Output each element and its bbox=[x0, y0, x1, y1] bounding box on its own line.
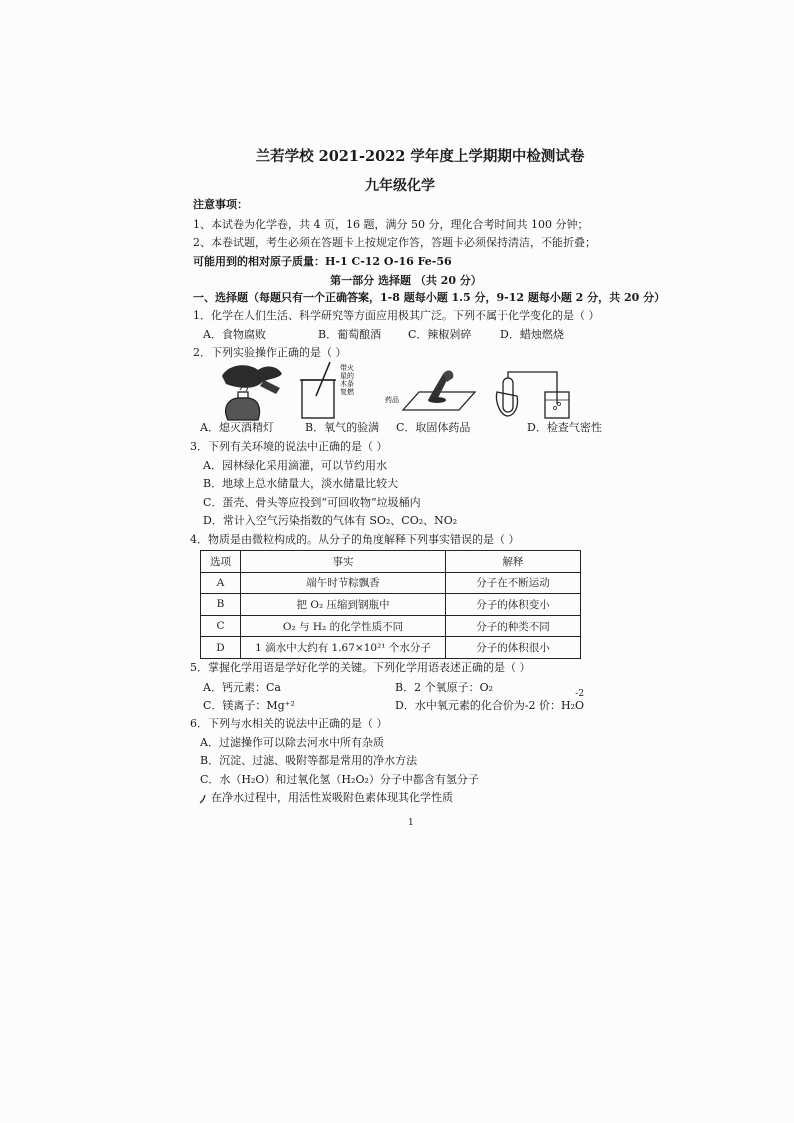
table-header-cell: 选项 bbox=[201, 551, 241, 573]
q3-option-d: D．常计入空气污染指数的气体有 SO₂、CO₂、NO₂ bbox=[203, 514, 458, 527]
water-formula-text: H₂O bbox=[561, 699, 585, 712]
q2-option-c: C．取固体药品 bbox=[396, 421, 471, 434]
q1-option-a: A．食物腐败 bbox=[203, 328, 266, 341]
q3-option-a: A．园林绿化采用滴灌，可以节约用水 bbox=[203, 459, 387, 472]
q5-option-d-text: D．水中氧元素的化合价为-2 价： bbox=[395, 699, 562, 712]
table-cell: 分子在不断运动 bbox=[446, 572, 581, 594]
figure-a-extinguish-lamp bbox=[214, 360, 286, 422]
figure-b-label-2: 星的 bbox=[340, 372, 354, 380]
q3-option-c: C．蛋壳、骨头等应投到“可回收物”垃圾桶内 bbox=[203, 496, 421, 509]
exam-title: 兰若学校 2021-2022 学年度上学期期中检测试卷 bbox=[255, 148, 585, 165]
figure-b-oxygen-test bbox=[298, 362, 370, 420]
q6-option-d: 在净水过程中，用活性炭吸附色素体现其化学性质 bbox=[211, 791, 453, 804]
q5-option-d bbox=[395, 689, 585, 713]
table-cell: A bbox=[201, 572, 241, 594]
table-row bbox=[201, 615, 581, 637]
table-cell: B bbox=[201, 594, 241, 616]
q5-option-a: A．钙元素：Ca bbox=[203, 681, 281, 694]
q1-option-c: C．辣椒剁碎 bbox=[408, 328, 472, 341]
water-formula bbox=[561, 689, 585, 713]
table-cell: 分子的体积变小 bbox=[446, 594, 581, 616]
solid-heap bbox=[428, 397, 446, 403]
table-cell: 1 滴水中大约有 1.67×10²¹ 个水分子 bbox=[241, 637, 446, 659]
table-header-row bbox=[201, 551, 581, 573]
table-row bbox=[201, 594, 581, 616]
bubble bbox=[554, 407, 557, 410]
q6-option-a: A．过滤操作可以除去河水中所有杂质 bbox=[200, 736, 384, 749]
table-header-cell: 事实 bbox=[241, 551, 446, 573]
notes-item-2: 2、本卷试题，考生必须在答题卡上按规定作答，答题卡必须保持清洁，不能折叠； bbox=[193, 236, 596, 249]
cut-off-option-mark bbox=[199, 794, 207, 804]
figure-c-take-solid bbox=[385, 368, 477, 414]
q5-option-b: B．2 个氧原子：O₂ bbox=[395, 681, 494, 694]
lamp-body bbox=[226, 398, 260, 420]
notes-heading: 注意事项： bbox=[193, 198, 248, 211]
table-cell: 把 O₂ 压缩到钢瓶中 bbox=[241, 594, 446, 616]
figure-b-label-4: 复燃 bbox=[340, 388, 354, 396]
gas-jar bbox=[302, 380, 334, 418]
table-cell: 端午时节粽飘香 bbox=[241, 572, 446, 594]
section-one-instructions: 一、选择题（每题只有一个正确答案，1-8 题每小题 1.5 分，9-12 题每小题 2 分，共 20 分） bbox=[193, 291, 666, 304]
figure-b-label-3: 木条 bbox=[340, 380, 354, 388]
q2-stem: 2．下列实验操作正确的是（ ） bbox=[193, 346, 347, 359]
oxygen-valence: -2 bbox=[575, 689, 585, 699]
bubble bbox=[558, 403, 561, 406]
table-cell: O₂ 与 H₂ 的化学性质不同 bbox=[241, 615, 446, 637]
hand-shape bbox=[260, 380, 280, 394]
q4-stem: 4．物质是由微粒构成的。从分子的角度解释下列事实错误的是（ ） bbox=[190, 533, 520, 546]
q5-option-c: C．镁离子：Mg⁺² bbox=[203, 699, 295, 712]
figure-d-airtightness bbox=[495, 370, 577, 420]
q2-option-a: A．熄灭酒精灯 bbox=[200, 421, 274, 434]
q3-stem: 3．下列有关环境的说法中正确的是（ ） bbox=[190, 440, 388, 453]
q1-stem: 1．化学在人们生活、科学研究等方面应用极其广泛。下列不属于化学变化的是（ ） bbox=[193, 309, 600, 322]
q3-option-b: B．地球上总水储量大，淡水储量比较大 bbox=[203, 477, 399, 490]
figure-b-label-1: 带火 bbox=[340, 364, 354, 372]
page-number: 1 bbox=[408, 818, 414, 828]
exam-subtitle: 九年级化学 bbox=[365, 178, 435, 194]
atomic-mass-line: 可能用到的相对原子质量：H-1 C-12 O-16 Fe-56 bbox=[193, 255, 452, 268]
table-cell: 分子的体积很小 bbox=[446, 637, 581, 659]
table-cell: D bbox=[201, 637, 241, 659]
table-row bbox=[201, 572, 581, 594]
q2-option-b: B．氧气的验满 bbox=[305, 421, 380, 434]
q4-table bbox=[200, 550, 581, 659]
q1-option-d: D．蜡烛燃烧 bbox=[500, 328, 564, 341]
table-header-cell: 解释 bbox=[446, 551, 581, 573]
table-cell: C bbox=[201, 615, 241, 637]
lamp-cap-blob bbox=[222, 365, 282, 388]
delivery-tube bbox=[508, 372, 557, 404]
q6-stem: 6．下列与水相关的说法中正确的是（ ） bbox=[190, 717, 388, 730]
lamp-neck bbox=[238, 392, 248, 398]
q6-option-c: C．水（H₂O）和过氧化氢（H₂O₂）分子中都含有氢分子 bbox=[200, 773, 479, 786]
part-one-heading: 第一部分 选择题 （共 20 分） bbox=[330, 274, 482, 287]
figure-c-label: 药品 bbox=[385, 396, 399, 404]
glowing-splint bbox=[316, 362, 330, 396]
q6-option-b: B．沉淀、过滤、吸附等都是常用的净水方法 bbox=[200, 754, 418, 767]
table-row bbox=[201, 637, 581, 659]
q5-stem: 5．掌握化学用语是学好化学的关键。下列化学用语表述正确的是（ ） bbox=[190, 661, 531, 674]
table-cell: 分子的种类不同 bbox=[446, 615, 581, 637]
q2-option-d: D．检查气密性 bbox=[527, 421, 602, 434]
notes-item-1: 1、本试卷为化学卷，共 4 页，16 题，满分 50 分，理化合考时间共 100 分钟； bbox=[193, 218, 589, 231]
q1-option-b: B．葡萄酿酒 bbox=[318, 328, 382, 341]
